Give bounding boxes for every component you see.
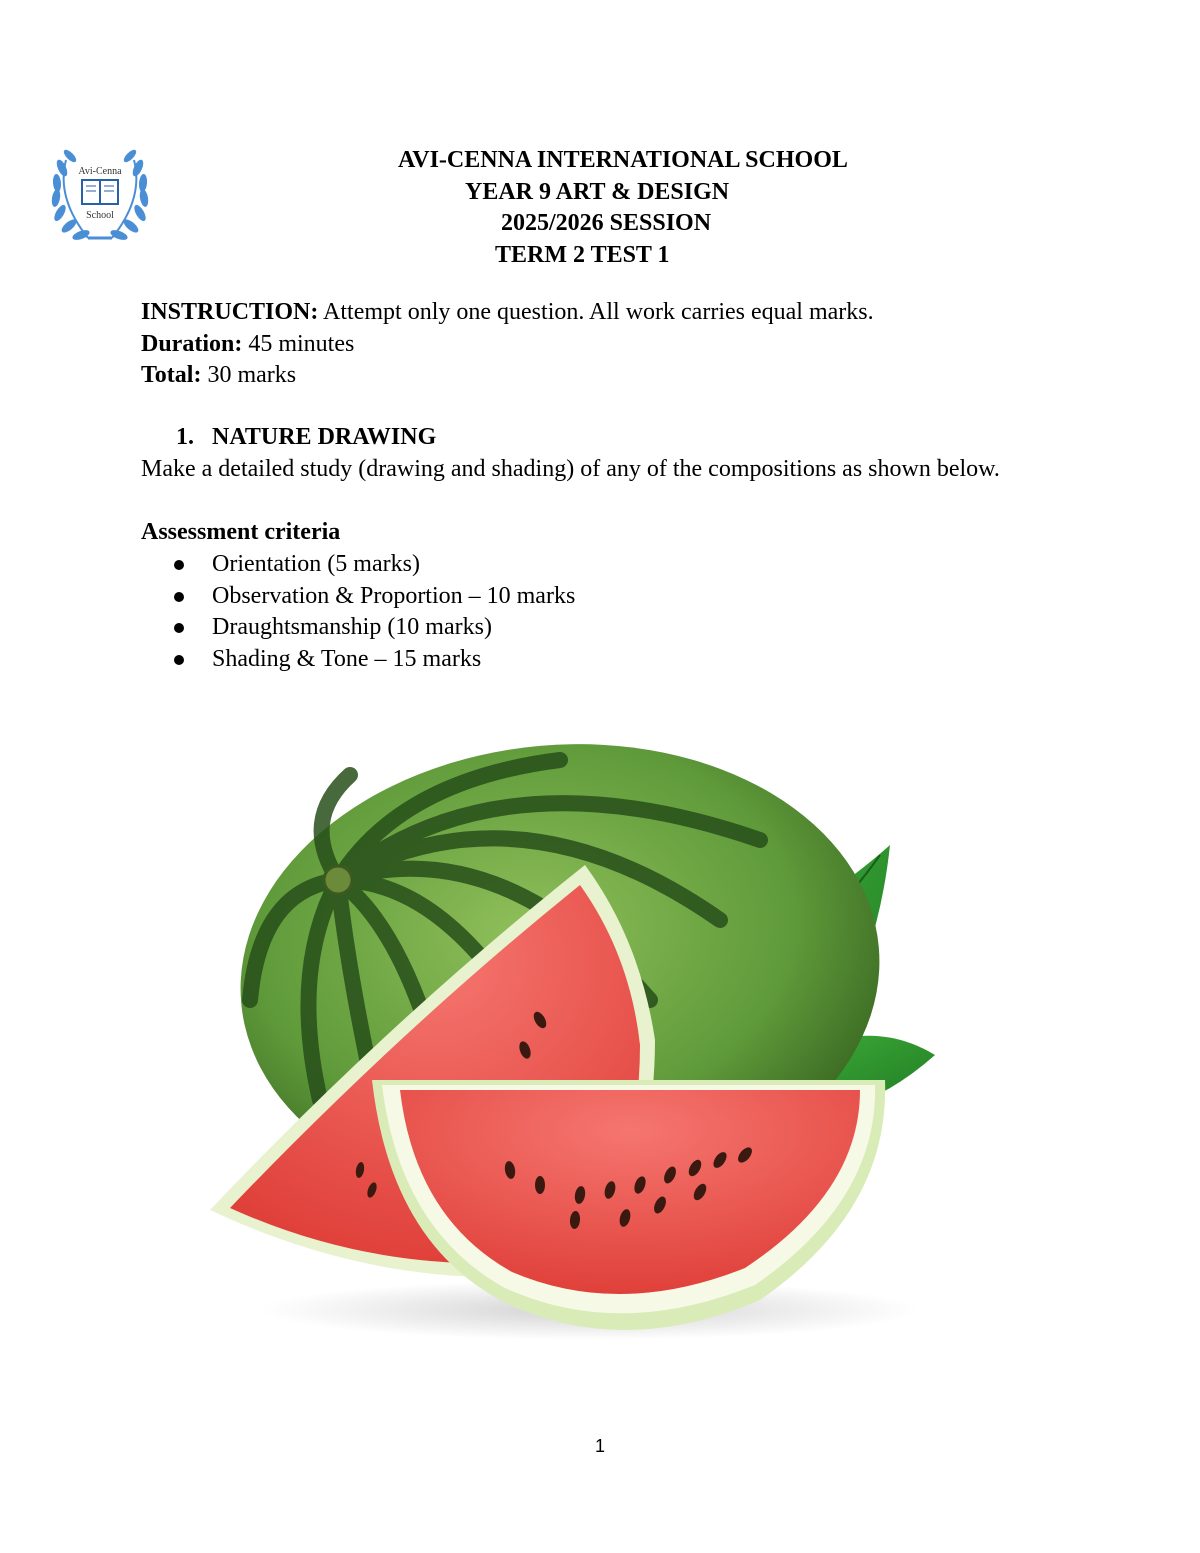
total-text: 30 marks xyxy=(201,362,297,388)
question-description: Make a detailed study (drawing and shading) of any of the compositions as shown below. xyxy=(141,456,1000,482)
criteria-item xyxy=(172,581,575,613)
bullet-icon xyxy=(174,655,184,665)
page-number: 1 xyxy=(594,1436,605,1456)
question-title: NATURE DRAWING xyxy=(212,424,437,450)
instruction-text: Attempt only one question. All work carries equal marks. xyxy=(318,299,874,325)
total-line xyxy=(141,360,1081,392)
svg-text:Avi-Cenna: Avi-Cenna xyxy=(78,166,122,177)
criteria-item xyxy=(172,644,575,676)
bullet-icon xyxy=(174,592,184,602)
total-label: Total: xyxy=(141,362,202,388)
instructions-block xyxy=(141,297,1081,392)
svg-text:School: School xyxy=(86,210,114,221)
bullet-icon xyxy=(174,623,184,633)
subject-title: YEAR 9 ART & DESIGN xyxy=(465,179,730,205)
criteria-text: Observation & Proportion – 10 marks xyxy=(212,582,576,609)
session-title: 2025/2026 SESSION xyxy=(501,210,712,236)
duration-line xyxy=(141,329,1081,361)
duration-label: Duration: xyxy=(141,330,243,357)
question-heading xyxy=(176,422,436,454)
criteria-text: Shading & Tone – 15 marks xyxy=(212,646,482,673)
question-number: 1. xyxy=(176,424,194,450)
test-title: TERM 2 TEST 1 xyxy=(495,242,670,268)
instruction-line xyxy=(141,297,1081,329)
instruction-label: INSTRUCTION: xyxy=(141,299,319,325)
criteria-title: Assessment criteria xyxy=(141,519,341,545)
bullet-icon xyxy=(174,560,184,570)
criteria-item xyxy=(172,612,575,644)
criteria-text: Draughtsmanship (10 marks) xyxy=(212,614,492,641)
criteria-list xyxy=(172,549,575,676)
watermelon-image xyxy=(200,740,960,1360)
school-logo xyxy=(48,138,152,246)
school-name: AVI-CENNA INTERNATIONAL SCHOOL xyxy=(398,147,848,173)
duration-text: 45 minutes xyxy=(242,330,355,357)
criteria-item xyxy=(172,549,575,581)
criteria-text: Orientation (5 marks) xyxy=(212,551,420,577)
